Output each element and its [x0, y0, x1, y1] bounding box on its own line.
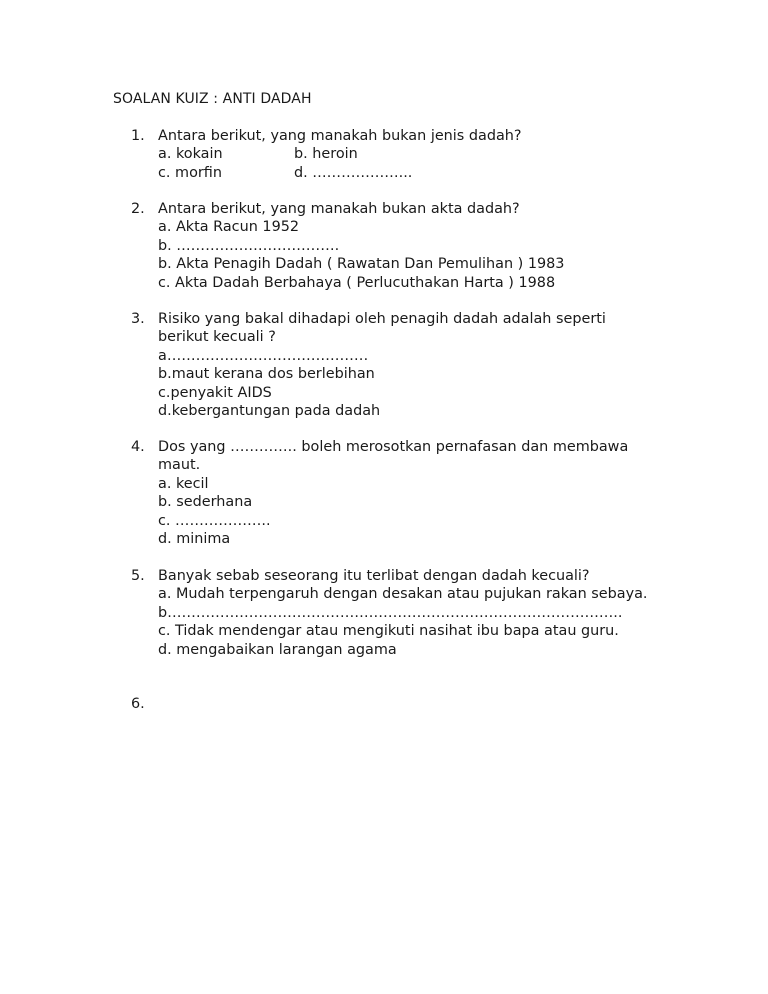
option-a: a. Akta Racun 1952 [158, 219, 300, 236]
option-b-blank: b. ……………………………. [158, 237, 340, 254]
option-c: c. Tidak mendengar atau mengikuti nasihat ibu bapa atau guru. [158, 623, 619, 640]
question-text: Antara berikut, yang manakah bukan akta dadah? [158, 201, 520, 217]
option-c: c.penyakit AIDS [158, 384, 272, 401]
question-1 [131, 127, 691, 182]
option-b: b. heroin [294, 146, 358, 163]
option-d: d.kebergantungan pada dadah [158, 403, 381, 420]
question-3 [131, 310, 691, 420]
question-text: Dos yang ………….. boleh merosotkan pernafasan dan membawa maut. [158, 439, 629, 474]
question-number: 4. [131, 439, 145, 455]
option-c-blank: c. ……………….. [158, 512, 271, 529]
option-b-blank: b………………………………………………………………………………….. [158, 604, 623, 621]
question-number: 1. [131, 128, 145, 144]
option-c: c. Akta Dadah Berbahaya ( Perlucuthakan Harta ) 1988 [158, 274, 556, 291]
question-text: Banyak sebab seseorang itu terlibat dengan dadah kecuali? [158, 568, 590, 584]
option-a: a. kokain [158, 146, 223, 163]
question-4 [131, 438, 691, 548]
option-d: d. minima [158, 531, 231, 548]
question-text: Antara berikut, yang manakah bukan jenis dadah? [158, 128, 522, 144]
option-a-blank: a…………………………………… [158, 347, 369, 364]
question-number: 6. [131, 696, 145, 712]
option-b: b. sederhana [158, 494, 253, 511]
option-row [158, 145, 691, 163]
option-a: a. kecil [158, 475, 209, 492]
question-number: 5. [131, 568, 145, 584]
option-c: c. morfin [158, 164, 222, 181]
option-d: d. mengabaikan larangan agama [158, 641, 397, 658]
question-number: 3. [131, 311, 145, 327]
option-a: a. Mudah terpengaruh dengan desakan atau pujukan rakan sebaya. [158, 586, 648, 603]
question-text: Risiko yang bakal dihadapi oleh penagih dadah adalah seperti berikut kecuali ? [158, 311, 606, 346]
option-row [158, 164, 691, 182]
option-d: d. ………………... [294, 164, 413, 181]
question-number: 2. [131, 201, 145, 217]
option-b: b.maut kerana dos berlebihan [158, 366, 375, 383]
quiz-title: SOALAN KUIZ : ANTI DADAH [113, 91, 312, 107]
question-2 [131, 200, 691, 292]
question-5 [131, 567, 691, 659]
option-b: b. Akta Penagih Dadah ( Rawatan Dan Pemulihan ) 1983 [158, 256, 565, 273]
